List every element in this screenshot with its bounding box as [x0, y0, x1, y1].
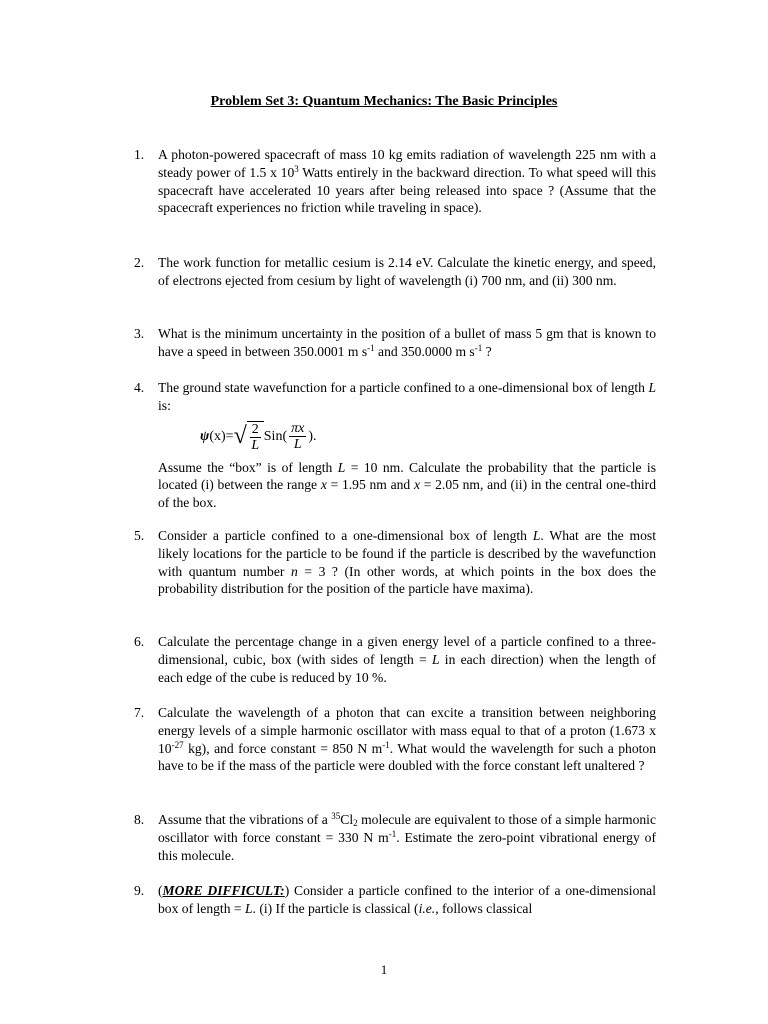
problem-text: Calculate the wavelength of a photon that can excite a transition between neighboring energy levels of a simple harmonic oscillator with mass equal to that of a proton (1.673 x $10^{-27}$ kg), and force constant = 850 N $m^{-1}$. What would the wavelength for such a photon have to be if the mass of the particle were doubled with the force constant left unaltered ? [158, 705, 656, 774]
problem-3 [134, 325, 656, 361]
problem-text: The ground state wavefunction for a particle confined to a one-dimensional box of length L is: ψ (x)= √ $\frac{2}{L}$ Sin( $\frac{\pi x}{L}$ ). Assume the “box” is of length L = 10 nm. Calculate the probability that the particle is located (i) between the range x = 1.95 nm and x = 2.05 nm, and (ii) in the central one-third of the box. [158, 380, 656, 511]
problem-5 [134, 527, 656, 598]
problem-4 [134, 379, 656, 512]
problem-number: 4. [134, 380, 145, 395]
wavefunction-equation: ψ (x)= √ $\frac{2}{L}$ Sin( $\frac{\pi x}{L}$ ). [200, 421, 317, 453]
problem-text: Calculate the percentage change in a given energy level of a particle confined to a three-dimensional, cubic, box (with sides of length = L in each direction) when the length of each edge of the cube is reduced by 10 %. [158, 634, 656, 685]
problem-number: 9. [134, 883, 145, 898]
problem-text: What is the minimum uncertainty in the position of a bullet of mass 5 gm that is known to have a speed in between 350.0001 m $s^{-1}$ and 350.0000 m $s^{-1}$ ? [158, 326, 656, 359]
problem-2 [134, 254, 656, 290]
problem-text: A photon-powered spacecraft of mass 10 kg emits radiation of wavelength 225 nm with a steady power of 1.5 x $10^3$ Watts entirely in the backward direction. To what speed will this spacecraft have accelerated 10 years after being released into space ? (Assume that the spacecraft experiences no friction while traveling in space). [158, 147, 656, 216]
problem-number: 1. [134, 147, 145, 162]
problem-number: 7. [134, 705, 145, 720]
problem-number: 2. [134, 255, 145, 270]
problem-9 [134, 882, 656, 918]
problem-1 [134, 146, 656, 217]
problem-number: 6. [134, 634, 145, 649]
page-title: Problem Set 3: Quantum Mechanics: The Basic Principles [210, 94, 558, 109]
problem-text: The work function for metallic cesium is 2.14 eV. Calculate the kinetic energy, and speed, of electrons ejected from cesium by light of wavelength (i) 700 nm, and (ii) 300 nm. [158, 255, 656, 288]
problem-6 [134, 633, 656, 686]
problem-text: (MORE DIFFICULT:) Consider a particle confined to the interior of a one-dimensional box of length = L. (i) If the particle is classical (i.e., follows classical [158, 883, 656, 916]
problem-8 [134, 811, 656, 864]
problem-text: Assume that the vibrations of a $^{35}Cl_2$ molecule are equivalent to those of a simple harmonic oscillator with force constant = 330 N $m^{-1}$. Estimate the zero-point vibrational energy of this molecule. [158, 811, 656, 863]
problem-text: Consider a particle confined to a one-dimensional box of length L. What are the most likely locations for the particle to be found if the particle is described by the wavefunction with quantum number n = 3 ? (In other words, at which points in the box does the probability distribution for the position of the particle have maxima). [158, 528, 656, 597]
problem-number: 8. [134, 812, 145, 827]
problem-number: 3. [134, 326, 145, 341]
page-number: 1 [380, 962, 388, 977]
problem-number: 5. [134, 528, 145, 543]
problem-7 [134, 704, 656, 775]
